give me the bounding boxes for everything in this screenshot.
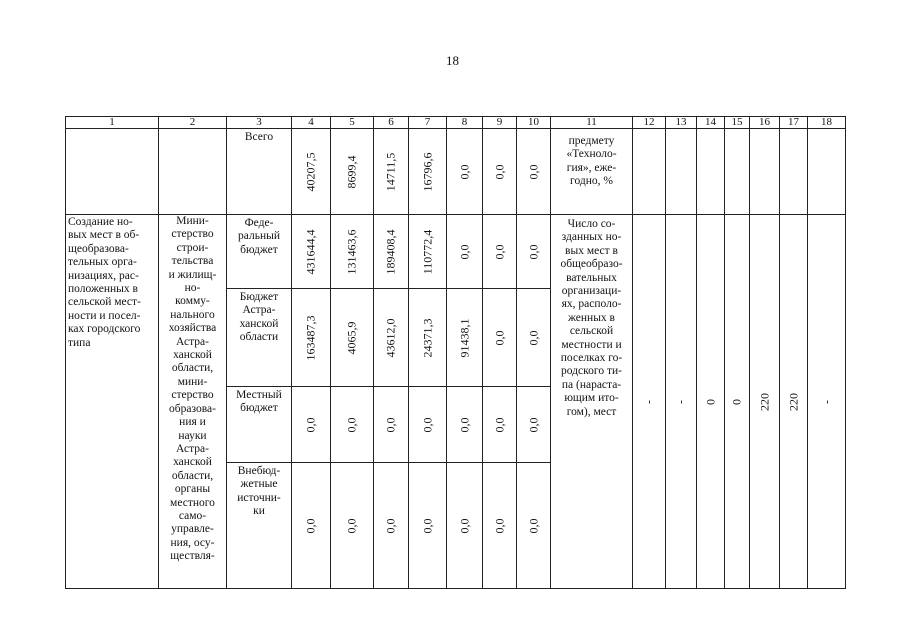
value-cell: 24371,3 bbox=[409, 289, 447, 387]
value-cell: 0,0 bbox=[331, 387, 374, 463]
col-number: 2 bbox=[159, 117, 227, 129]
value-cell: 0,0 bbox=[483, 289, 517, 387]
col-number: 6 bbox=[374, 117, 409, 129]
source-regional: Бюджет Астра- ханской области bbox=[227, 289, 292, 387]
col-number: 5 bbox=[331, 117, 374, 129]
value-cell: 0,0 bbox=[483, 463, 517, 589]
value-cell: 0,0 bbox=[374, 387, 409, 463]
col-number: 17 bbox=[780, 117, 808, 129]
source-extrabudget: Внебюд- жетные источни- ки bbox=[227, 463, 292, 589]
value-cell: 40207,5 bbox=[292, 129, 331, 215]
value-cell: 0,0 bbox=[483, 129, 517, 215]
col-number: 1 bbox=[66, 117, 159, 129]
value-cell: 163487,3 bbox=[292, 289, 331, 387]
value-cell: 0,0 bbox=[517, 463, 551, 589]
program-table bbox=[65, 116, 846, 589]
indicator: Число со- зданных но- вых мест в общеобразо- вательных организаци- ях, располо- женных в сельской местности и поселках го- родского ти- па (нараста- ющим ито- гом), мест bbox=[551, 215, 633, 589]
column-number-row bbox=[66, 117, 846, 129]
col-number: 3 bbox=[227, 117, 292, 129]
value-cell: 0,0 bbox=[331, 463, 374, 589]
source-row-federal bbox=[66, 215, 846, 289]
value-cell: 0,0 bbox=[447, 463, 483, 589]
value-cell: 0,0 bbox=[517, 289, 551, 387]
target-cell: - bbox=[808, 215, 846, 589]
col-number: 8 bbox=[447, 117, 483, 129]
value-cell: 110772,4 bbox=[409, 215, 447, 289]
target-cell: 220 bbox=[750, 215, 780, 589]
value-cell: 8699,4 bbox=[331, 129, 374, 215]
value-cell: 91438,1 bbox=[447, 289, 483, 387]
target-cell: - bbox=[666, 215, 697, 589]
value-cell: 0,0 bbox=[447, 387, 483, 463]
col-number: 15 bbox=[725, 117, 750, 129]
col-number: 13 bbox=[666, 117, 697, 129]
value-cell: 0,0 bbox=[374, 463, 409, 589]
value-cell: 131463,6 bbox=[331, 215, 374, 289]
activity-name: Создание но- вых мест в об- щеобразова- тельных орга- низациях, рас- положенных в сельской мест- ности и посел- ках городского типа bbox=[66, 215, 159, 589]
col-number: 12 bbox=[633, 117, 666, 129]
indicator-continued: предмету «Техноло- гия», еже- годно, % bbox=[551, 129, 633, 215]
value-cell: 0,0 bbox=[292, 463, 331, 589]
value-cell: 0,0 bbox=[517, 387, 551, 463]
value-cell: 0,0 bbox=[447, 129, 483, 215]
value-cell: 0,0 bbox=[409, 463, 447, 589]
col-number: 10 bbox=[517, 117, 551, 129]
value-cell: 0,0 bbox=[292, 387, 331, 463]
col-number: 9 bbox=[483, 117, 517, 129]
value-cell: 0,0 bbox=[409, 387, 447, 463]
col-number: 14 bbox=[697, 117, 725, 129]
target-cell: 220 bbox=[780, 215, 808, 589]
value-cell: 0,0 bbox=[483, 387, 517, 463]
value-cell: 431644,4 bbox=[292, 215, 331, 289]
value-cell: 189408,4 bbox=[374, 215, 409, 289]
total-row bbox=[66, 129, 846, 215]
col-number: 11 bbox=[551, 117, 633, 129]
source-local: Местный бюджет bbox=[227, 387, 292, 463]
value-cell: 0,0 bbox=[517, 129, 551, 215]
value-cell: 14711,5 bbox=[374, 129, 409, 215]
target-cell: 0 bbox=[697, 215, 725, 589]
value-cell: 16796,6 bbox=[409, 129, 447, 215]
col-number: 4 bbox=[292, 117, 331, 129]
value-cell: 4065,9 bbox=[331, 289, 374, 387]
col-number: 7 bbox=[409, 117, 447, 129]
value-cell: 0,0 bbox=[447, 215, 483, 289]
source-federal: Феде- ральный бюджет bbox=[227, 215, 292, 289]
col-number: 16 bbox=[750, 117, 780, 129]
target-cell: 0 bbox=[725, 215, 750, 589]
value-cell: 0,0 bbox=[517, 215, 551, 289]
target-cell: - bbox=[633, 215, 666, 589]
page-number: 18 bbox=[446, 53, 459, 68]
source-total: Всего bbox=[227, 129, 292, 215]
value-cell: 43612,0 bbox=[374, 289, 409, 387]
executor: Мини- стерство строи- тельства и жилищ- но- комму- нального хозяйства Астра- ханской области, мини- стерство образова- ния и науки Астра- ханской области, органы местного само- управле- ния, осу- ществля- bbox=[159, 215, 227, 589]
value-cell: 0,0 bbox=[483, 215, 517, 289]
col-number: 18 bbox=[808, 117, 846, 129]
